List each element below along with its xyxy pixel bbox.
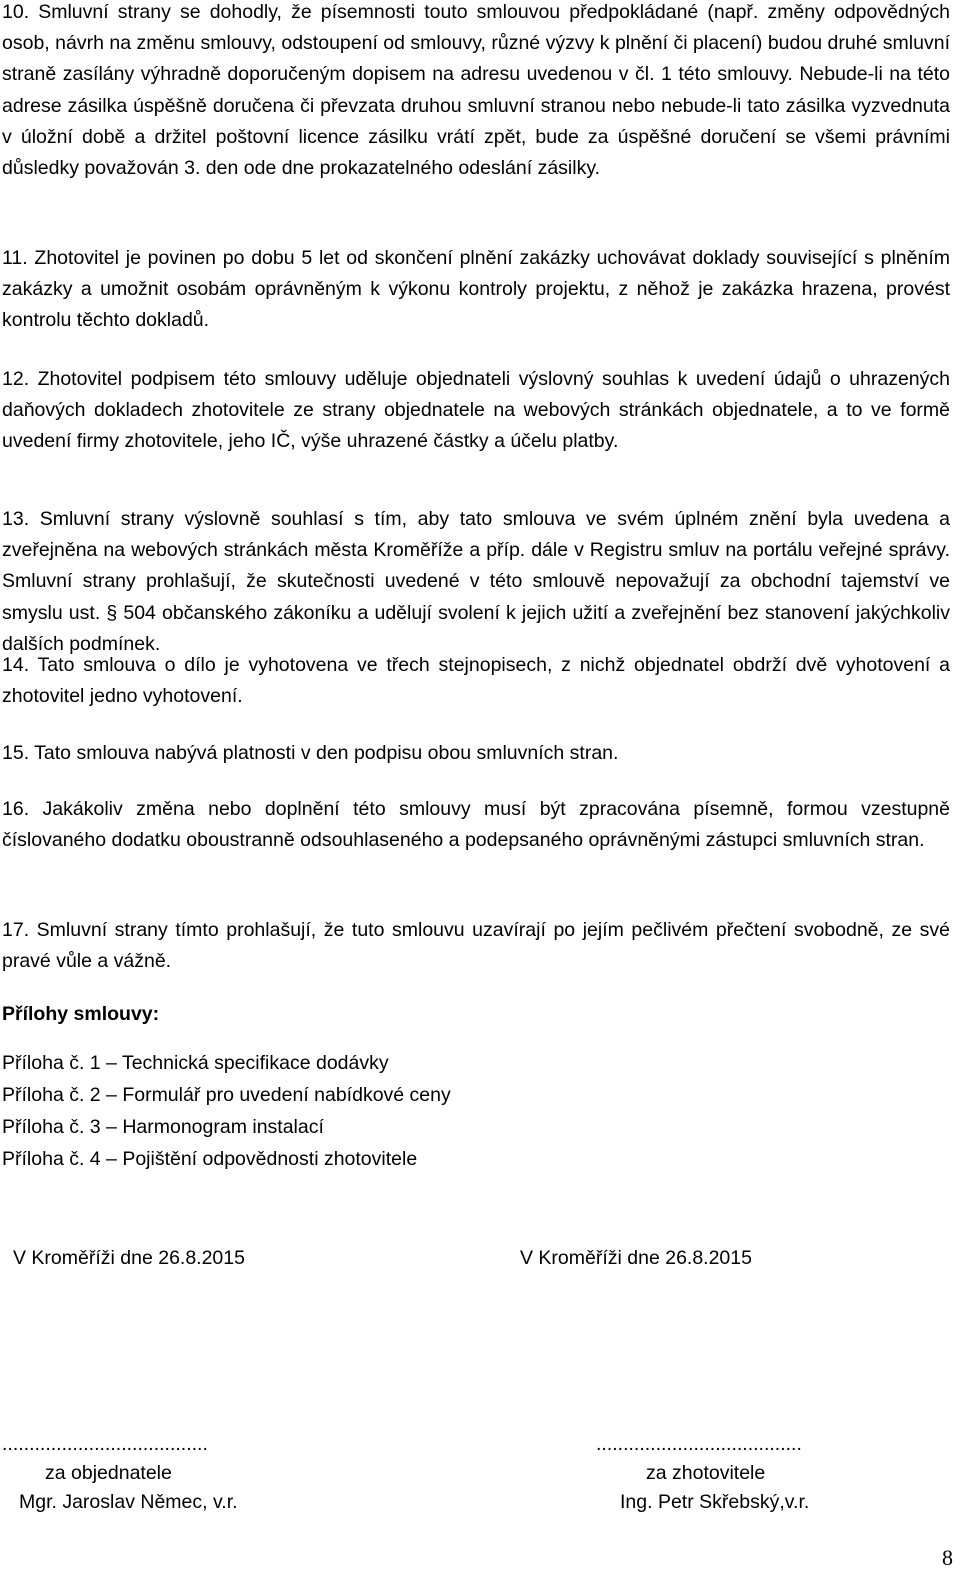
appendix-item: Příloha č. 1 – Technická specifikace dodávky (2, 1052, 389, 1074)
clause-11: 11. Zhotovitel je povinen po dobu 5 let od skončení plnění zakázky uchovávat doklady související s plněním zakázky a umožnit osobám oprávněným k výkonu kontroly projektu, z něhož je zakázka hrazena, provést kontrolu těchto dokladů. (2, 247, 950, 332)
appendix-item: Příloha č. 4 – Pojištění odpovědnosti zhotovitele (2, 1148, 418, 1170)
clause-10: 10. Smluvní strany se dohodly, že písemnosti touto smlouvou předpokládané (např. změny odpovědných osob, návrh na změnu smlouvy, odstoupení od smlouvy, různé výzvy k plnění či placení) budou druhé smluvní straně zasílány výhradně doporučeným dopisem na adresu uvedenou v čl. 1 této smlouvy. Nebude-li na této adrese zásilka úspěšně doručena či převzata druhou smluvní stranou nebo nebude-li tato zásilka vyzvednuta v úložní době a držitel poštovní licence zásilku vrátí zpět, bude za úspěšné doručení se všemi právními důsledky považován 3. den ode dne prokazatelného odeslání zásilky. (2, 1, 950, 180)
signature-role: za objednatele (45, 1462, 172, 1484)
signature-line: ...................................... (2, 1433, 208, 1455)
place-date-right: V Kroměříži dne 26.8.2015 (520, 1247, 752, 1269)
appendices-list (2, 1047, 451, 1175)
page-number: 8 (942, 1545, 953, 1570)
appendices-heading: Přílohy smlouvy: (2, 1003, 160, 1025)
clause-16: 16. Jakákoliv změna nebo doplnění této smlouvy musí být zpracována písemně, formou vzestupně číslovaného dodatku oboustranně odsouhlaseného a podepsaného oprávněnými zástupci smluvních stran. (2, 798, 950, 852)
clause-13: 13. Smluvní strany výslovně souhlasí s tím, aby tato smlouva ve svém úplném znění byla uvedena a zveřejněna na webových stránkách města Kroměříže a příp. dále v Registru smluv na portálu veřejné správy. Smluvní strany prohlašují, že skutečnosti uvedené v této smlouvě nepovažují za obchodní tajemství ve smyslu ust. § 504 občanského zákoníku a udělují svolení k jejich užití a zveřejnění bez stanovení jakýchkoliv dalších podmínek. (2, 508, 950, 655)
clause-17: 17. Smluvní strany tímto prohlašují, že tuto smlouvu uzavírají po jejím pečlivém přečtení svobodně, ze své pravé vůle a vážně. (2, 919, 950, 973)
place-date-left: V Kroměříži dne 26.8.2015 (13, 1247, 245, 1269)
clause-14: 14. Tato smlouva o dílo je vyhotovena ve třech stejnopisech, z nichž objednatel obdrží dvě vyhotovení a zhotovitel jedno vyhotovení. (2, 654, 950, 708)
clause-15: 15. Tato smlouva nabývá platnosti v den podpisu obou smluvních stran. (2, 742, 619, 764)
signature-line: ...................................... (596, 1433, 802, 1455)
appendix-item: Příloha č. 3 – Harmonogram instalací (2, 1116, 324, 1138)
signatory-name: Mgr. Jaroslav Němec, v.r. (19, 1491, 238, 1513)
signature-block-client (2, 1430, 238, 1517)
appendix-item: Příloha č. 2 – Formulář pro uvedení nabídkové ceny (2, 1084, 451, 1106)
clause-12: 12. Zhotovitel podpisem této smlouvy uděluje objednateli výslovný souhlas k uvedení údajů o uhrazených daňových dokladech zhotovitele ze strany objednatele na webových stránkách objednatele, a to ve formě uvedení firmy zhotovitele, jeho IČ, výše uhrazené částky a účelu platby. (2, 368, 950, 453)
signature-block-contractor (596, 1430, 809, 1517)
signatory-name: Ing. Petr Skřebský,v.r. (620, 1491, 810, 1513)
signature-role: za zhotovitele (646, 1462, 766, 1484)
